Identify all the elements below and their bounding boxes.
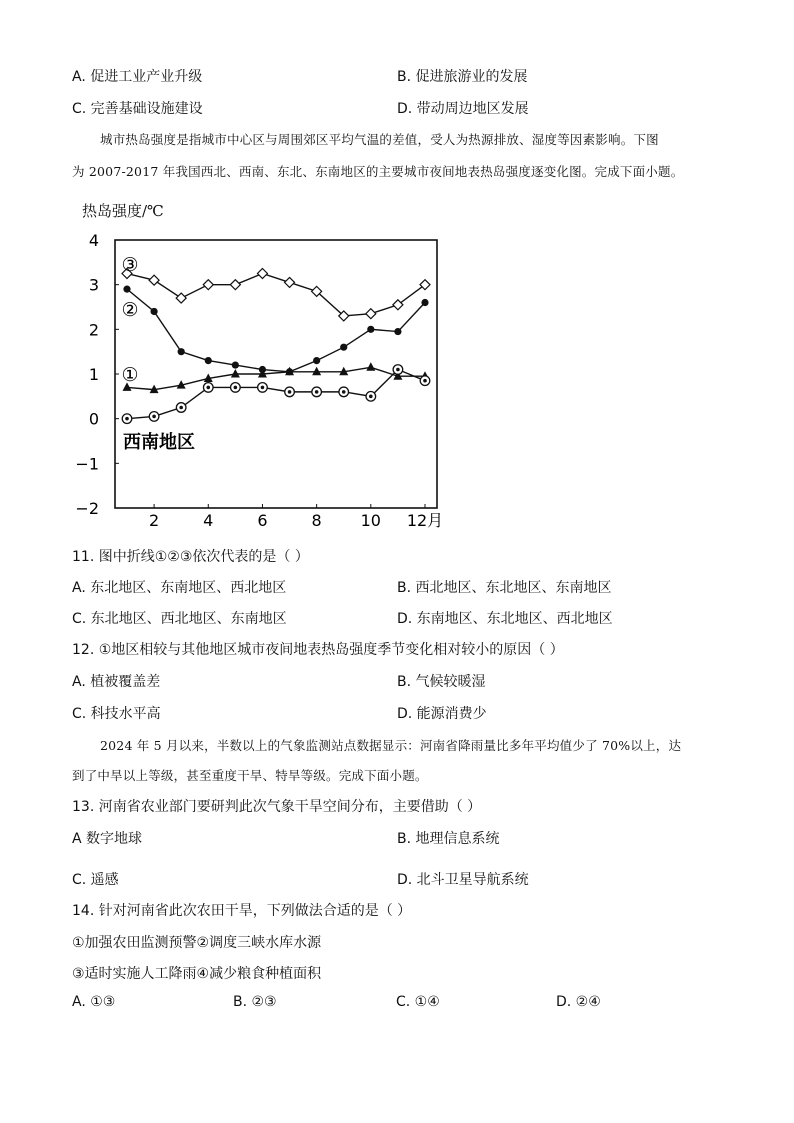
data-point-diamond [366,309,376,319]
option-b: B. 促进旅游业的发展 [397,69,528,85]
data-point-ring-center [315,390,319,394]
q14-option-c: C. ①④ [396,994,440,1010]
x-tick-label: 8 [311,511,322,528]
data-point-triangle [312,367,321,376]
data-point-ring-center [369,395,373,399]
data-point-diamond [393,300,403,310]
data-point-diamond [285,277,295,287]
y-tick-label: 2 [88,320,99,340]
q13-option-a: A 数字地球 [72,831,143,847]
data-point-circle [340,344,347,351]
data-point-circle [421,299,428,306]
data-point-ring-center [423,379,427,383]
q14-option-d: D. ②④ [556,994,601,1010]
data-point-ring-center [206,386,210,390]
y-tick-label: −2 [75,499,99,518]
data-point-circle [394,328,401,335]
data-point-ring-center [288,390,292,394]
data-point-diamond [257,269,267,279]
intro-paragraph-line-1: 城市热岛强度是指城市中心区与周围郊区平均气温的差值，受人为热源排放、湿度等因素影响。下图 [100,132,659,147]
q14-statement-2: ③适时实施人工降雨④减少粮食种植面积 [72,966,322,982]
q11-option-d: D. 东南地区、东北地区、西北地区 [397,611,613,627]
data-point-circle [313,357,320,364]
curve-label: ① [121,364,139,386]
data-point-ring-center [261,386,265,390]
q12-option-c: C. 科技水平高 [72,706,161,722]
x-tick-label: 4 [203,511,214,528]
series-line-diamond [127,274,425,316]
data-point-circle [367,326,374,333]
curve-label: ② [121,299,139,321]
data-point-ring-center [152,415,156,419]
x-tick-label: 10 [360,511,381,528]
q11-stem: 11. 图中折线①②③依次代表的是（ ） [72,549,309,565]
q14-option-a: A. ①③ [72,994,116,1010]
y-tick-label: 3 [88,275,99,295]
q11-option-a: A. 东北地区、东南地区、西北地区 [72,580,287,596]
q12-stem: 12. ①地区相较与其他地区城市夜间地表热岛强度季节变化相对较小的原因（ ） [72,642,564,658]
q13-option-b: B. 地理信息系统 [397,831,500,847]
y-tick-label: 4 [88,231,99,250]
q14-statement-1: ①加强农田监测预警②调度三峡水库水源 [72,935,322,951]
x-tick-label: 6 [257,511,268,528]
y-tick-label: 1 [88,365,99,384]
intro2-line-1: 2024 年 5 月以来，半数以上的气象监测站点数据显示：河南省降雨量比多年平均值少了 70%以上，达 [100,738,682,753]
y-tick-label: 0 [88,409,99,429]
q14-option-b: B. ②③ [233,994,277,1010]
data-point-diamond [420,280,430,290]
chart-y-title: 热岛强度/℃ [82,202,164,220]
y-tick-label: −1 [75,454,99,474]
heat-island-chart [70,228,470,528]
series-line-ring [127,370,425,419]
intro-paragraph-line-2: 为 2007-2017 年我国西北、西南、东北、东南地区的主要城市夜间地表热岛强度逐变化图。完成下面小题。 [72,164,684,179]
q13-stem: 13. 河南省农业部门要研判此次气象干旱空间分布，主要借助（ ） [72,799,482,815]
data-point-circle [232,361,239,368]
option-d: D. 带动周边地区发展 [397,101,529,117]
data-point-ring-center [396,368,400,372]
data-point-triangle [231,369,240,378]
x-tick-label: 12月 [406,511,444,528]
q12-option-b: B. 气候较暖湿 [397,674,486,690]
q12-option-a: A. 植被覆盖差 [72,674,161,690]
data-point-ring-center [179,406,183,410]
data-point-circle [205,357,212,364]
data-point-ring-center [125,417,129,421]
data-point-triangle [366,362,375,371]
data-point-diamond [203,280,213,290]
curve-label: ③ [121,254,139,276]
plot-frame [115,240,437,508]
intro2-line-2: 到了中旱以上等级，甚至重度干旱、特旱等级。完成下面小题。 [72,768,428,783]
q11-option-c: C. 东北地区、西北地区、东南地区 [72,611,287,627]
q11-option-b: B. 西北地区、东北地区、东南地区 [397,580,612,596]
data-point-diamond [176,293,186,303]
data-point-circle [178,348,185,355]
q13-option-c: C. 遥感 [72,872,119,888]
option-c: C. 完善基础设施建设 [72,101,203,117]
data-point-ring-center [234,386,238,390]
q13-option-d: D. 北斗卫星导航系统 [397,872,529,888]
data-point-diamond [230,280,240,290]
region-label: 西南地区 [123,432,195,453]
q14-stem: 14. 针对河南省此次农田干旱，下列做法合适的是（ ） [72,903,412,919]
q12-option-d: D. 能源消费少 [397,706,487,722]
x-tick-label: 2 [148,511,160,528]
data-point-circle [150,308,157,315]
data-point-circle [123,286,130,293]
data-point-ring-center [342,390,346,394]
option-a: A. 促进工业产业升级 [72,69,203,85]
data-point-diamond [149,275,159,285]
series-line-circle [127,289,425,372]
